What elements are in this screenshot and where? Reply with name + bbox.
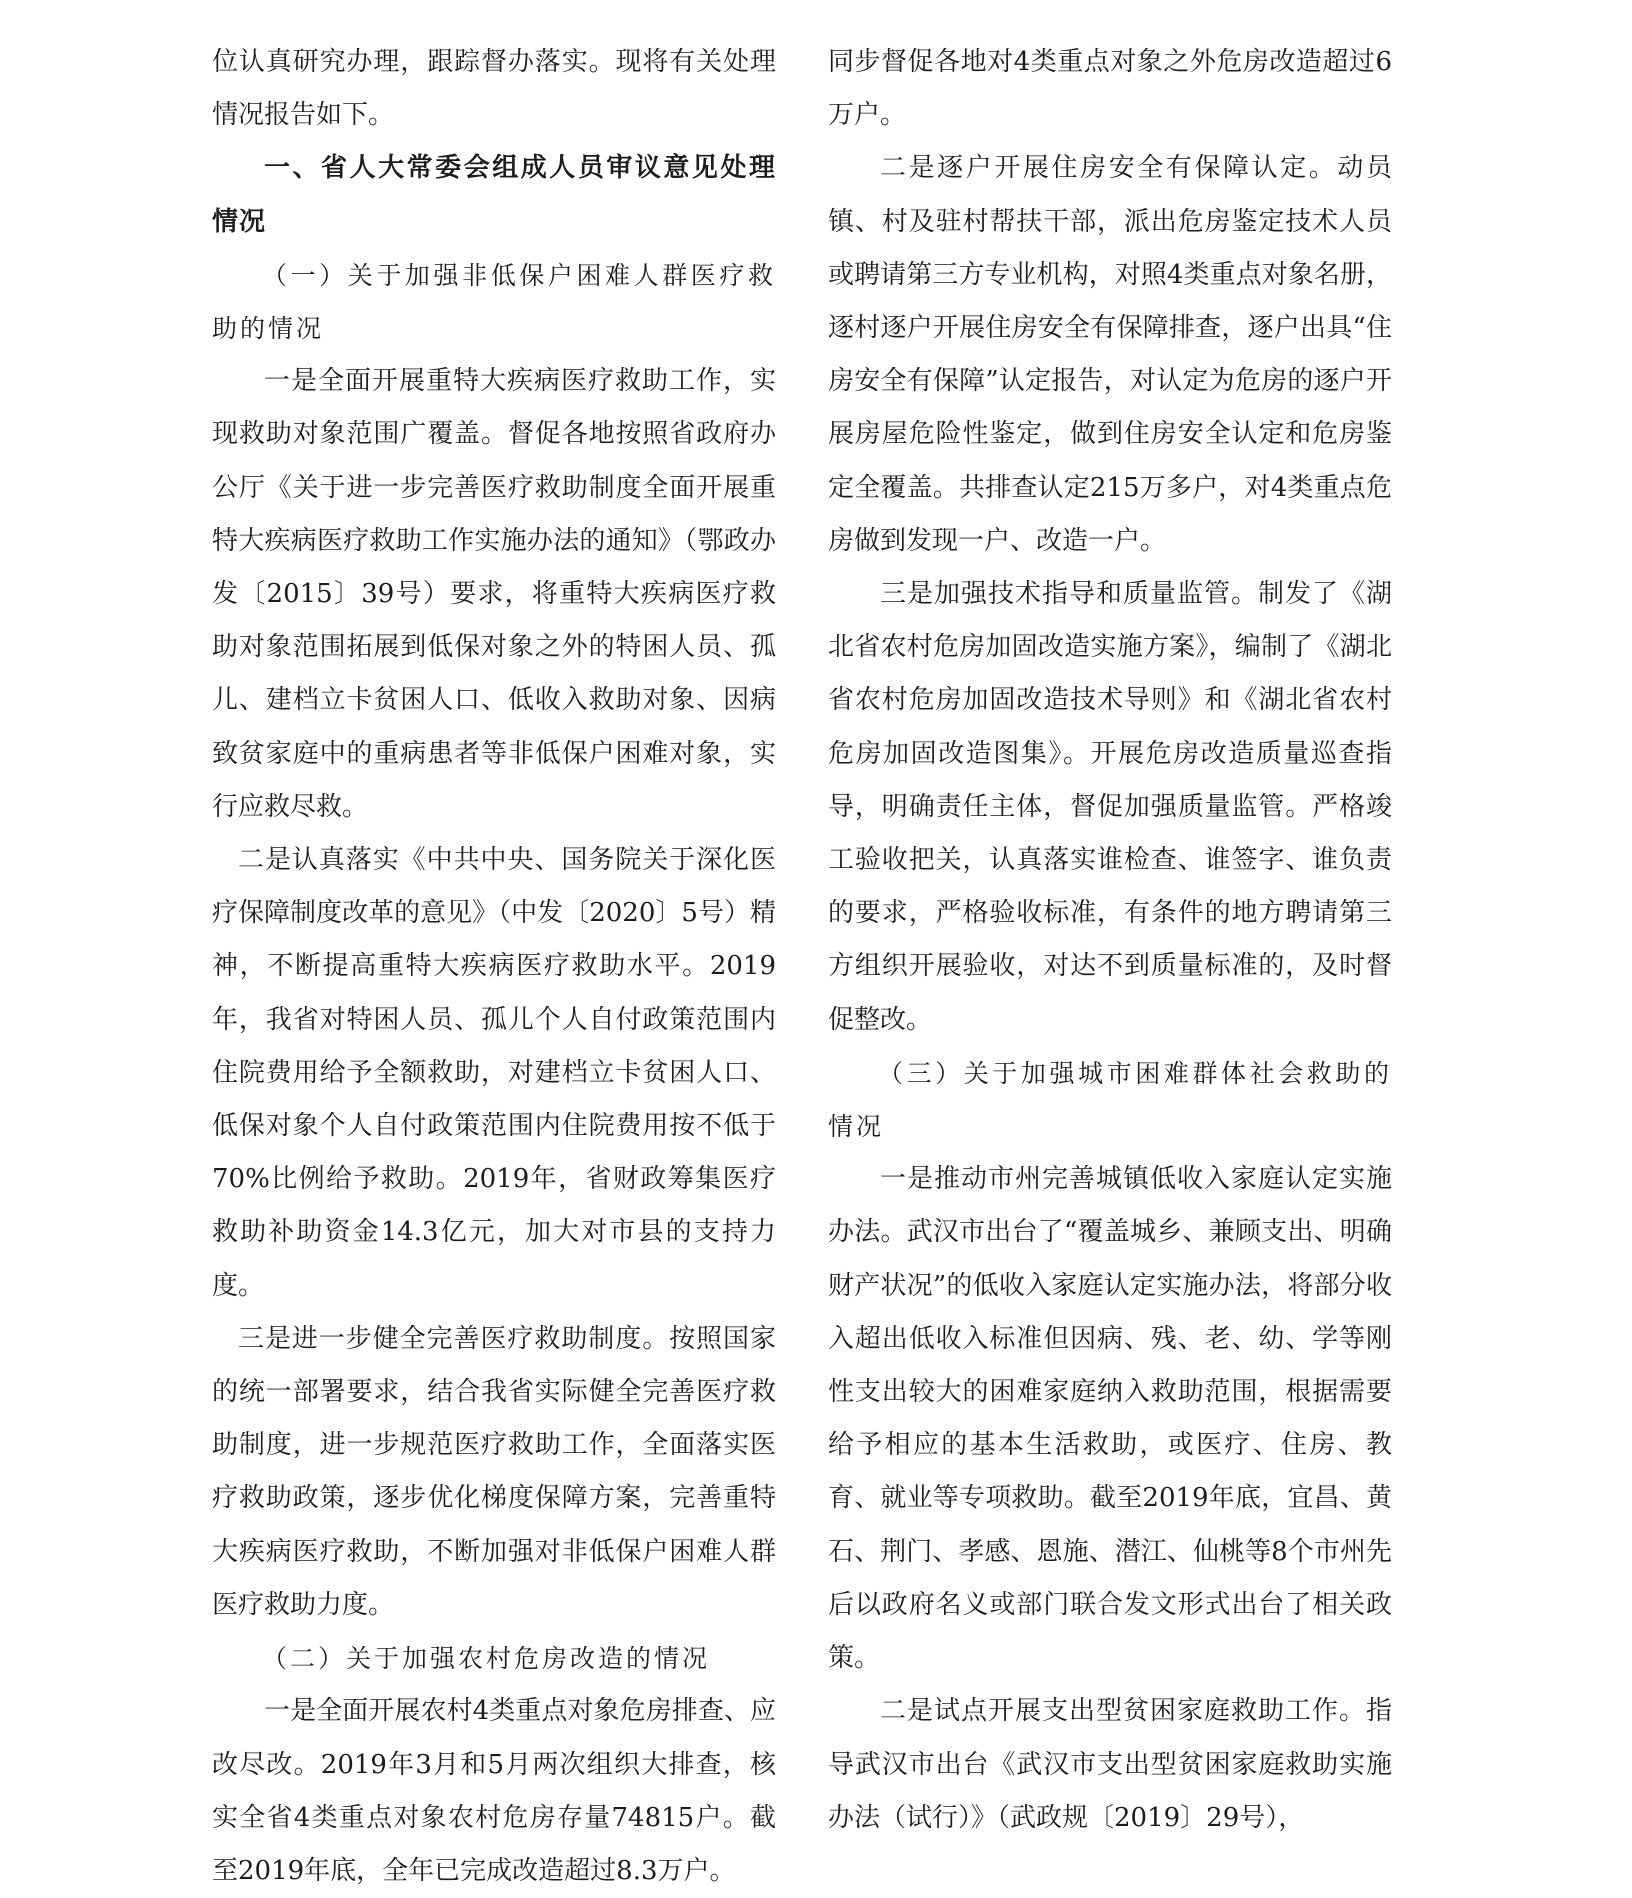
subsection-heading: （三）关于加强城市困难群体社会救助的情况 [828,1058,1392,1142]
paragraph: 二是认真落实《中共中央、国务院关于深化医疗保障制度改革的意见》（中发〔2020〕5号）精神，不断提高重特大疾病医疗救助水平。2019年，我省对特困人员、孤儿个人自付政策范围内住院费用给予全额救助，对建档立卡贫困人口、低保对象个人自付政策范围内住院费用按不低于70%比例给予救助。2019年，省财政筹集医疗救助补助资金14.3亿元，加大对市县的支持力度。 [212,845,776,1301]
paragraph: 二是试点开展支出型贫困家庭救助工作。指导武汉市出台《武汉市支出型贫困家庭救助实施办法（试行）》（武政规〔2019〕29号）， [828,1696,1392,1833]
paragraph: 三是加强技术指导和质量监管。制发了《湖北省农村危房加固改造实施方案》，编制了《湖北省农村危房加固改造技术导则》和《湖北省农村危房加固改造图集》。开展危房改造质量巡查指导，明确责任主体，督促加强质量监管。严格竣工验收把关，认真落实谁检查、谁签字、谁负责的要求，严格验收标准，有条件的地方聘请第三方组织开展验收，对达不到质量标准的，及时督促整改。 [828,579,1392,1035]
paragraph: 一是全面开展农村4类重点对象危房排查、应改尽改。2019年3月和5月两次组织大排查，核实全省4类重点对象农村危房存量74815户。截至2019年底，全年已完成改造超过8.3万户。 [212,1696,776,1886]
subsection-heading: （一）关于加强非低保户困难人群医疗救助的情况 [212,260,776,344]
section-heading: 一、省人大常委会组成人员审议意见处理情况 [212,153,776,237]
right-column [828,36,1392,1845]
paragraph: 一是全面开展重特大疾病医疗救助工作，实现救助对象范围广覆盖。督促各地按照省政府办公厅《关于进一步完善医疗救助制度全面开展重特大疾病医疗救助工作实施办法的通知》（鄂政办发〔2015〕39号）要求，将重特大疾病医疗救助对象范围拓展到低保对象之外的特困人员、孤儿、建档立卡贫困人口、低收入救助对象、因病致贫家庭中的重病患者等非低保户困难对象，实行应救尽救。 [212,366,776,822]
continued-paragraph: 位认真研究办理，跟踪督办落实。现将有关处理情况报告如下。 [212,47,776,131]
paragraph: 一是推动市州完善城镇低收入家庭认定实施办法。武汉市出台了“覆盖城乡、兼顾支出、明确财产状况”的低收入家庭认定实施办法，将部分收入超出低收入标准但因病、残、老、幼、学等刚性支出较大的困难家庭纳入救助范围，根据需要给予相应的基本生活救助，或医疗、住房、教育、就业等专项救助。截至2019年底，宜昌、黄石、荆门、孝感、恩施、潜江、仙桃等8个市州先后以政府名义或部门联合发文形式出台了相关政策。 [828,1164,1392,1674]
subsection-heading: （二）关于加强农村危房改造的情况 [262,1644,711,1674]
continued-paragraph: 同步督促各地对4类重点对象之外危房改造超过6万户。 [828,47,1392,131]
left-column [212,36,776,1898]
paragraph: 三是进一步健全完善医疗救助制度。按照国家的统一部署要求，结合我省实际健全完善医疗救助制度，进一步规范医疗救助工作，全面落实医疗救助政策，逐步优化梯度保障方案，完善重特大疾病医疗救助，不断加强对非低保户困难人群医疗救助力度。 [212,1323,776,1620]
paragraph: 二是逐户开展住房安全有保障认定。动员镇、村及驻村帮扶干部，派出危房鉴定技术人员或聘请第三方专业机构，对照4类重点对象名册，逐村逐户开展住房安全有保障排查，逐户出具“住房安全有保障”认定报告，对认定为危房的逐户开展房屋危险性鉴定，做到住房安全认定和危房鉴定全覆盖。共排查认定215万多户，对4类重点危房做到发现一户、改造一户。 [828,153,1392,556]
